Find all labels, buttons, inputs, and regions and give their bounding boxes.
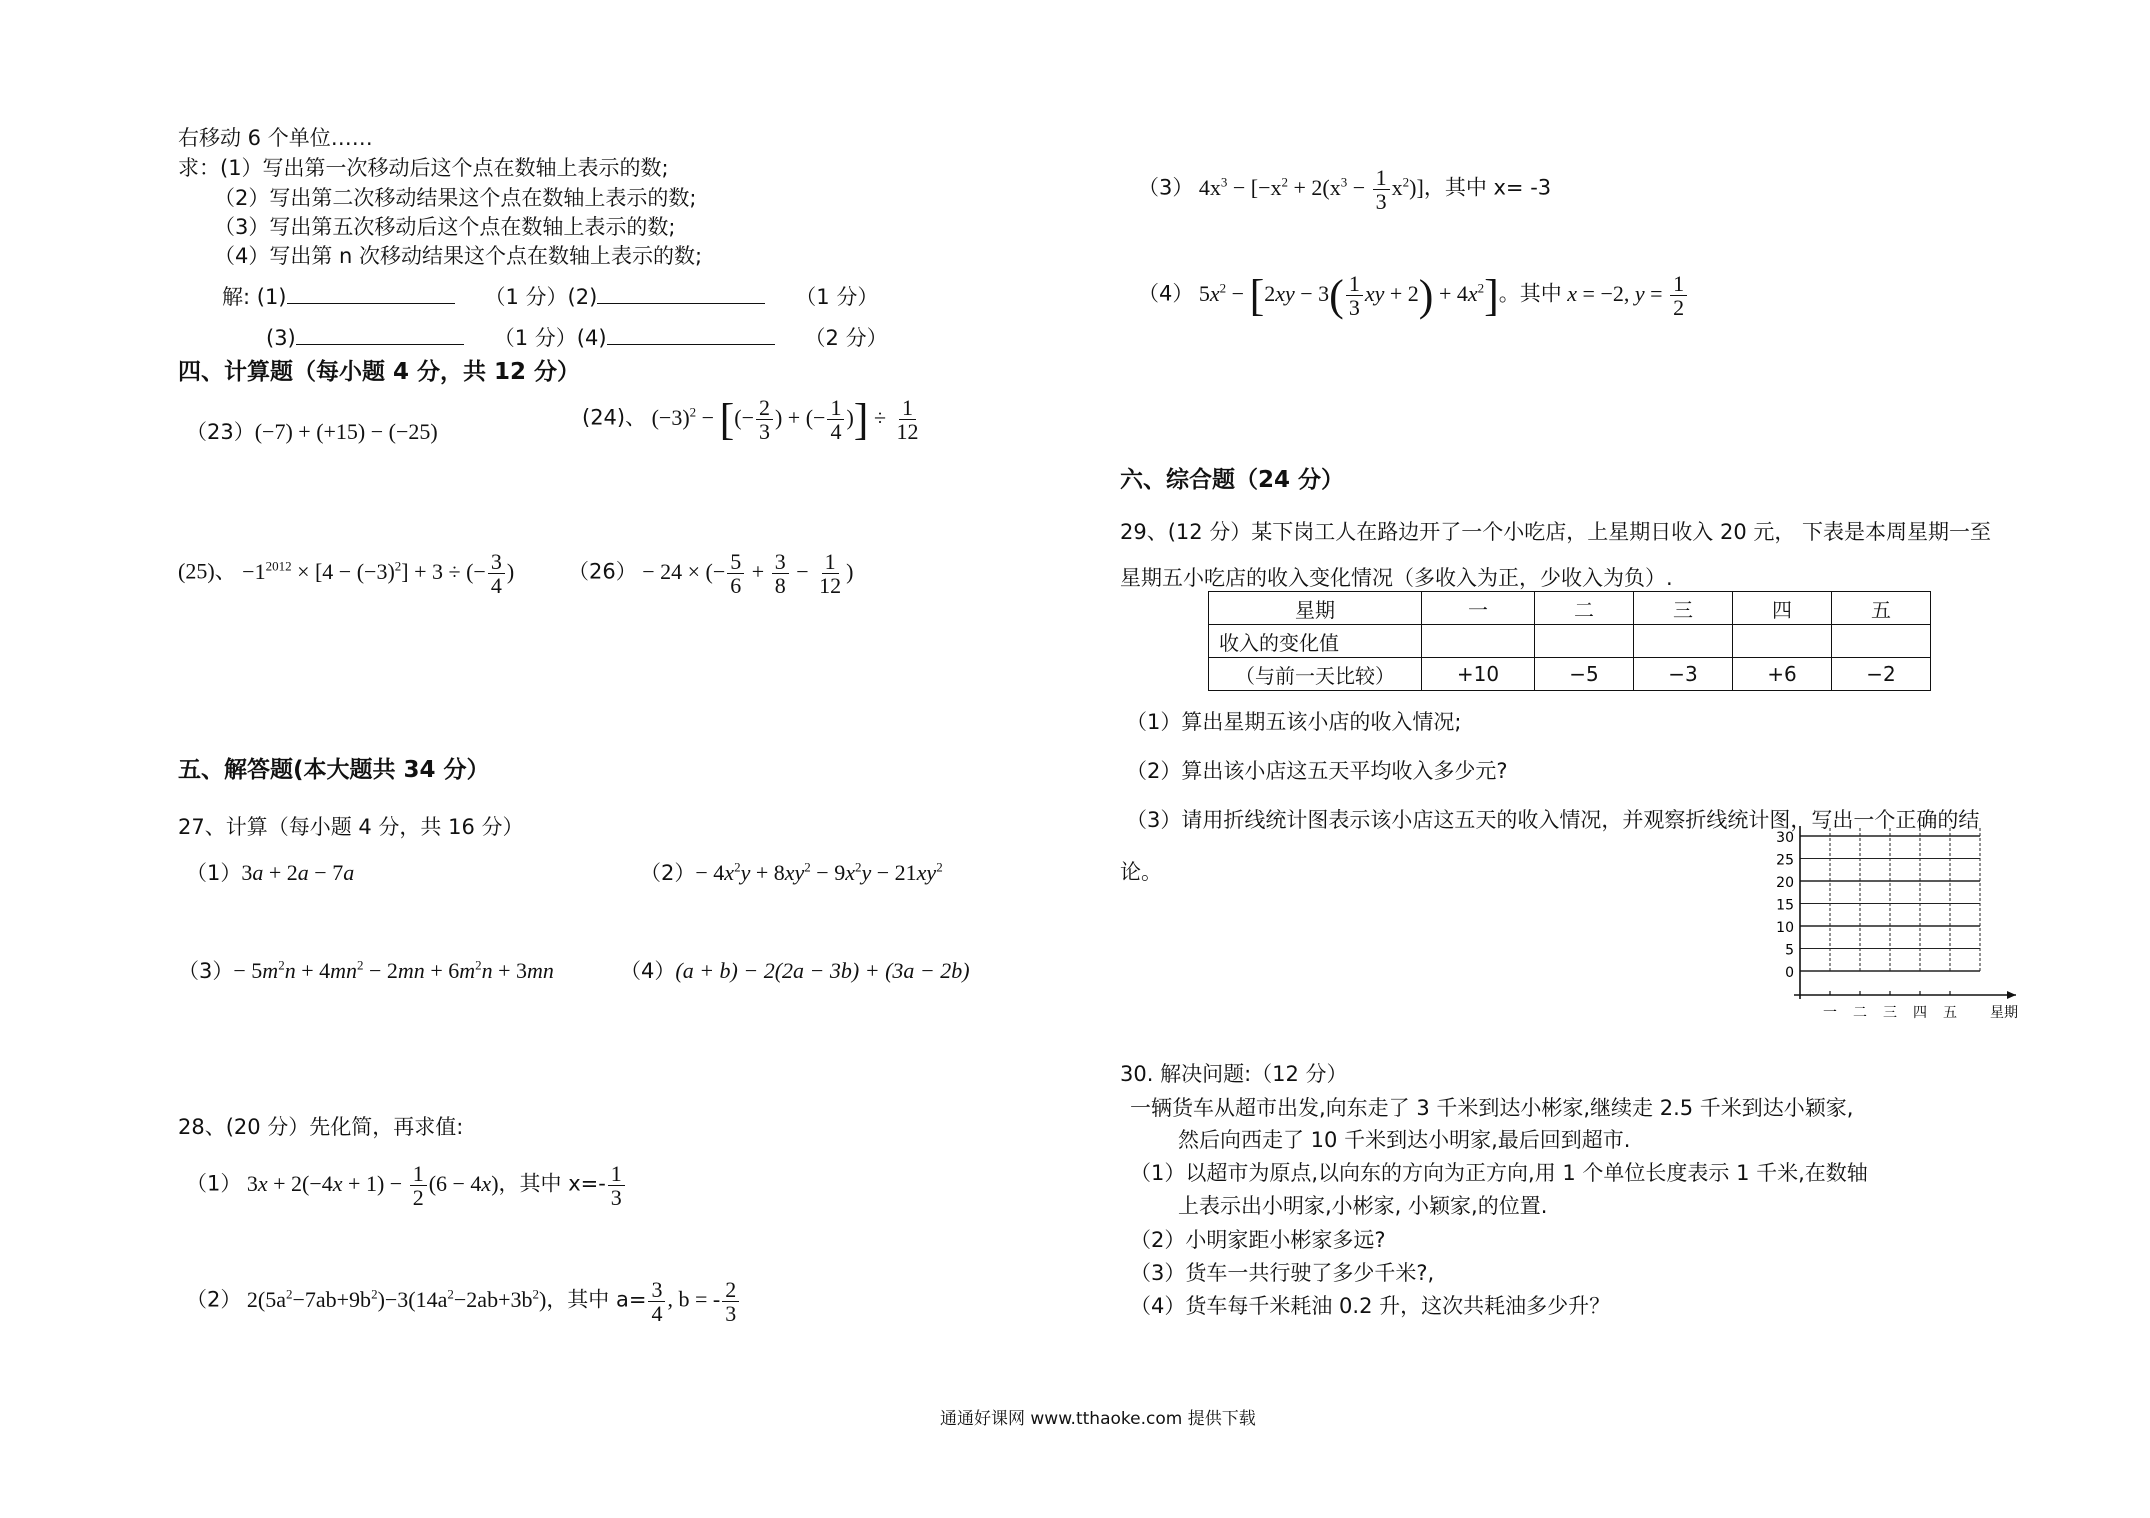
y-tick-label: 30 bbox=[1776, 830, 1794, 846]
table-value: +6 bbox=[1733, 658, 1832, 691]
q24-expression: $(-3)^2$ − [(− $\frac{2}{3}$ ) + (− $\frac{1}{4}$ )] ÷ $\frac{1}{12}$ bbox=[651, 394, 919, 445]
q24-label: (24)、 bbox=[582, 405, 647, 430]
q30-title: 30. 解决问题:（12 分） bbox=[1120, 1062, 1348, 1086]
q30-line-2: 然后向西走了 10 千米到达小明家,最后回到超市. bbox=[1178, 1128, 1631, 1152]
q27-2-label: （2） bbox=[640, 861, 696, 885]
y-tick-label: 20 bbox=[1776, 875, 1794, 891]
table-day: 二 bbox=[1535, 592, 1634, 625]
right-q3 bbox=[1138, 166, 1551, 213]
q28-1-label: （1） bbox=[186, 1171, 242, 1196]
q25-expression: $-1^{2012} \times [4 - (-3)^2] + 3$ ÷ (− $\frac{3}{4}$ ) bbox=[242, 549, 515, 599]
answer-blank-4[interactable] bbox=[607, 324, 775, 345]
q28-2: （2） $2(5a^2-7ab+9b^2)-3(14a^2-2ab+3b^2)$，其中 a= $\frac{3}{4}$ , b = - $\frac{2}{3}$ bbox=[186, 1278, 741, 1325]
q26-label: （26） bbox=[568, 559, 637, 584]
answer-points-3: （1 分）(4) bbox=[493, 326, 607, 350]
footer: 通通好课网 www.tthaoke.com 提供下载 bbox=[940, 1409, 1256, 1429]
q29-line-2: 星期五小吃店的收入变化情况（多收入为正，少收入为负）. bbox=[1120, 566, 1673, 590]
question-24 bbox=[582, 396, 924, 443]
q30-part-2: （2）小明家距小彬家多远? bbox=[1130, 1228, 1386, 1252]
answer-points-4: （2 分） bbox=[804, 326, 888, 350]
q30-part-1a: （1）以超市为原点,以向东的方向为正方向,用 1 个单位长度表示 1 千米,在数轴 bbox=[1130, 1161, 1868, 1185]
right-q4-expression: $5x^2 - [2xy - 3$( $\frac{1}{3}$ xy + $2) + 4x^2$] bbox=[1198, 270, 1499, 321]
x-axis-arrow bbox=[2007, 991, 2016, 999]
q23-expression: (−7) + (+15) − (−25) bbox=[254, 419, 438, 444]
q29-part-3a: （3）请用折线统计图表示该小店这五天的收入情况，并观察折线统计图，写出一个正确的结 bbox=[1126, 808, 1980, 832]
table-value: −3 bbox=[1634, 658, 1733, 691]
q30-part-4: （4）货车每千米耗油 0.2 升，这次共耗油多少升？ bbox=[1130, 1294, 1611, 1318]
y-tick-label: 25 bbox=[1776, 852, 1794, 869]
question-25 bbox=[178, 550, 514, 597]
right-q3-condition: ，其中 x= -3 bbox=[1423, 175, 1552, 200]
q29-line-1: 29、(12 分）某下岗工人在路边开了一个小吃店，上星期日收入 20 元， 下表是本周星期一至 bbox=[1120, 520, 1992, 544]
answer-blank-3[interactable] bbox=[296, 324, 464, 345]
x-tick-label: 五 bbox=[1943, 1005, 1957, 1020]
income-line-chart-grid[interactable] bbox=[1766, 820, 2041, 1020]
table-day: 四 bbox=[1733, 592, 1832, 625]
q30-part-1b: 上表示出小明家,小彬家, 小颖家,的位置. bbox=[1178, 1194, 1548, 1218]
table-value: −5 bbox=[1535, 658, 1634, 691]
q27-2 bbox=[640, 857, 943, 887]
x-tick-label: 二 bbox=[1853, 1005, 1867, 1020]
right-q4-label: （4） bbox=[1138, 281, 1194, 306]
table-value: +10 bbox=[1422, 658, 1535, 691]
intro-line: 右移动 6 个单位…… bbox=[178, 126, 373, 150]
q29-part-2: （2）算出该小店这五天平均收入多少元? bbox=[1126, 759, 1508, 783]
table-day: 五 bbox=[1832, 592, 1931, 625]
y-tick-label: 15 bbox=[1776, 897, 1794, 914]
q27-3 bbox=[178, 955, 554, 985]
x-tick-label: 一 bbox=[1823, 1005, 1837, 1020]
answer-row-2 bbox=[266, 322, 888, 352]
q28-2-b: , b = - bbox=[667, 1286, 721, 1312]
q28-1-condition: ，其中 x=- bbox=[498, 1171, 606, 1196]
right-q4-values: x = −2, y = $\frac{1}{2}$ bbox=[1567, 281, 1689, 306]
table-row bbox=[1209, 658, 1931, 691]
income-table bbox=[1208, 591, 1931, 691]
right-q4-condition: 。其中 bbox=[1498, 281, 1562, 306]
q27-3-expression: − $5m^2n + 4mn^2 - 2mn + 6m^2n + 3mn$ bbox=[233, 957, 554, 983]
q30-part-3: （3）货车一共行驶了多少千米?, bbox=[1130, 1261, 1435, 1285]
q27-2-expression: − $4x^2y + 8xy^2 - 9x^2y - 21xy^2$ bbox=[695, 859, 943, 885]
q28-2-label: （2） bbox=[186, 1287, 242, 1312]
table-day: 一 bbox=[1422, 592, 1535, 625]
x-tick-label: 三 bbox=[1883, 1005, 1897, 1020]
right-q3-expression: $4x^3 - [-x^2 + 2(x^3$ − $\frac{1}{3}$ $x^2$)] bbox=[1198, 165, 1424, 215]
table-cell bbox=[1832, 625, 1931, 658]
q29-part-3b: 论。 bbox=[1120, 860, 1162, 884]
table-cell bbox=[1733, 625, 1832, 658]
y-tick-label: 5 bbox=[1785, 942, 1794, 959]
q25-label: (25)、 bbox=[178, 558, 237, 584]
right-q4 bbox=[1138, 272, 1689, 319]
answer-points-2: （1 分） bbox=[795, 285, 879, 309]
q29-part-1: （1）算出星期五该小店的收入情况; bbox=[1126, 710, 1462, 734]
table-header-label: 星期 bbox=[1209, 592, 1422, 625]
answer-label-3: (3) bbox=[266, 326, 296, 350]
y-tick-label: 10 bbox=[1776, 920, 1794, 936]
q27-4 bbox=[620, 955, 970, 985]
intro-question-3: （3）写出第五次移动后这个点在数轴上表示的数; bbox=[214, 215, 676, 239]
table-row bbox=[1209, 625, 1931, 658]
question-26 bbox=[568, 550, 853, 597]
q27-4-expression: (a + b) − 2(2a − 3b) + (3a − 2b) bbox=[675, 958, 970, 983]
q28-2-expression: $2(5a^2-7ab+9b^2)-3(14a^2-2ab+3b^2)$ bbox=[246, 1286, 547, 1312]
answer-blank-2[interactable] bbox=[597, 283, 765, 304]
table-day: 三 bbox=[1634, 592, 1733, 625]
q23-label: （23） bbox=[186, 420, 255, 444]
answer-blank-1[interactable] bbox=[287, 283, 455, 304]
section-6-title: 六、综合题（24 分） bbox=[1120, 467, 1345, 493]
section-5-title: 五、解答题(本大题共 34 分） bbox=[178, 757, 490, 783]
q27-1-expression: 3a + 2a − 7a bbox=[241, 860, 355, 885]
q27-3-label: （3） bbox=[178, 959, 234, 983]
q30-line-1: 一辆货车从超市出发,向东走了 3 千米到达小彬家,继续走 2.5 千米到达小颖家, bbox=[1130, 1096, 1854, 1120]
table-cell bbox=[1535, 625, 1634, 658]
q28-1-expression: 3x + 2(−4x + 1) − $\frac{1}{2}$ (6 − 4x) bbox=[246, 1161, 499, 1211]
table-row bbox=[1209, 592, 1931, 625]
intro-question-4: （4）写出第 n 次移动结果这个点在数轴上表示的数; bbox=[214, 244, 703, 268]
question-23 bbox=[186, 416, 438, 446]
answer-row-1 bbox=[222, 281, 878, 311]
table-row-label-1: 收入的变化值 bbox=[1209, 625, 1422, 658]
q27-title: 27、计算（每小题 4 分，共 16 分） bbox=[178, 815, 524, 839]
x-tick-label: 四 bbox=[1913, 1005, 1927, 1020]
answer-points-1: （1 分）(2) bbox=[484, 285, 598, 309]
table-cell bbox=[1634, 625, 1733, 658]
q27-4-label: （4） bbox=[620, 959, 676, 983]
section-4-title: 四、计算题（每小题 4 分，共 12 分） bbox=[178, 359, 581, 385]
x-axis-label: 星期 bbox=[1990, 1005, 2018, 1020]
q28-1: （1） 3x + 2(−4x + 1) − $\frac{1}{2}$ (6 − 4x)，其中 x=- $\frac{1}{3}$ bbox=[186, 1162, 627, 1209]
table-cell bbox=[1422, 625, 1535, 658]
q27-1-label: （1） bbox=[186, 861, 242, 885]
right-q3-label: （3） bbox=[1138, 175, 1194, 200]
intro-question-1: 求：(1）写出第一次移动后这个点在数轴上表示的数; bbox=[178, 156, 669, 180]
q27-1 bbox=[186, 857, 354, 887]
q28-2-condition: ，其中 a= bbox=[546, 1287, 647, 1312]
table-row-label-2: （与前一天比较） bbox=[1209, 658, 1422, 691]
q28-title: 28、(20 分）先化简，再求值: bbox=[178, 1115, 464, 1139]
q26-expression: − 24 × (− $\frac{5}{6}$ + $\frac{3}{8}$ − $\frac{1}{12}$ ) bbox=[642, 549, 854, 599]
table-value: −2 bbox=[1832, 658, 1931, 691]
answer-label: 解: (1) bbox=[222, 285, 287, 309]
y-tick-label: 0 bbox=[1785, 965, 1794, 981]
intro-question-2: （2）写出第二次移动结果这个点在数轴上表示的数; bbox=[214, 186, 697, 210]
